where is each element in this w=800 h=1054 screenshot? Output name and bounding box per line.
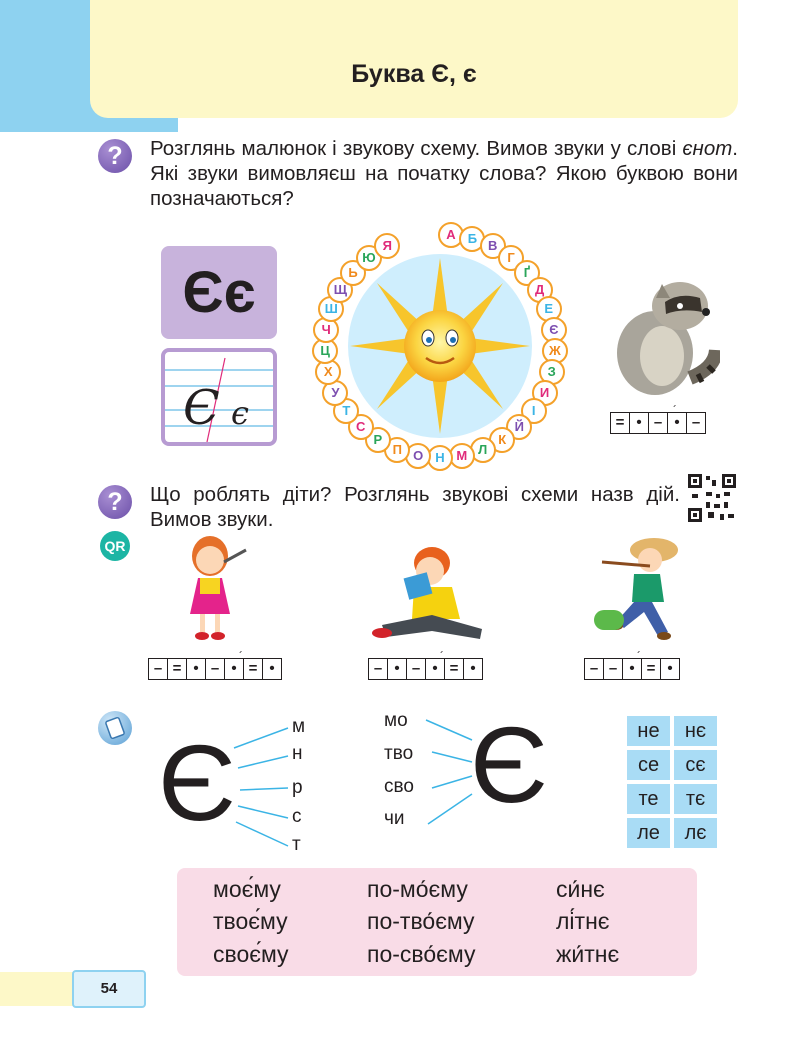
- question-icon: ?: [98, 139, 132, 173]
- sun-letter: Т: [333, 398, 359, 424]
- scheme-cell: •: [630, 413, 649, 433]
- sun-letter: С: [348, 414, 374, 440]
- scheme-cell: •: [470, 660, 476, 677]
- script-lines: [165, 352, 273, 442]
- raccoon-icon: [610, 268, 720, 398]
- accent-mark: ´: [673, 403, 677, 417]
- letter-card-print: Єє: [161, 246, 277, 339]
- sun-letter: Д: [527, 277, 553, 303]
- word-col2-2: по-тво́єму: [367, 908, 475, 934]
- sun-letter: А: [438, 222, 464, 248]
- sun-letter: О: [405, 443, 431, 469]
- sun-letter: Г: [498, 245, 524, 271]
- sun-letter: М: [449, 443, 475, 469]
- question-icon-2: ?: [98, 485, 132, 519]
- scheme-cell: =: [168, 659, 187, 679]
- scheme-cell: •: [623, 659, 642, 679]
- sun-letter: Ю: [356, 245, 382, 271]
- header-yellow-block: [90, 0, 738, 118]
- syllable-cell: ле: [627, 818, 670, 848]
- scheme-cell: –: [369, 659, 388, 679]
- scheme-cell: –: [649, 413, 668, 433]
- word-col3-3: жи́тнє: [556, 941, 620, 967]
- word-col1-2: твоє́му: [213, 908, 288, 934]
- sun-letter: Ь: [340, 260, 366, 286]
- task-text-1a: Розглянь малюнок і звукову схему. Вимов звуки у слові: [150, 137, 683, 160]
- sound-scheme-2: [368, 649, 483, 692]
- sun-letter: Ж: [542, 338, 568, 364]
- scheme-cell: =: [642, 659, 661, 679]
- task-text-2: Що роблять діти? Розглянь звукові схеми назв дій. Вимов звуки.: [150, 483, 680, 531]
- sun-letter: В: [480, 233, 506, 259]
- sound-scheme-1: [148, 649, 282, 692]
- script-letter-lower: є: [231, 394, 249, 432]
- word-col1-3: своє́му: [213, 941, 289, 967]
- page-number: 54: [72, 970, 146, 1008]
- notebook-icon: [98, 711, 132, 745]
- scheme-cell: –: [585, 659, 604, 679]
- boy-flute-image: [594, 532, 690, 644]
- sun-letter: Ц: [312, 338, 338, 364]
- task-text-1b: . Які звуки вимовляєш на початку слова? Якою буквою вони позначаються?: [150, 137, 738, 210]
- prefix-mo: мо: [384, 710, 408, 731]
- sun-letter: Л: [470, 437, 496, 463]
- sun-letter: Б: [459, 226, 485, 252]
- scheme-cell: –: [691, 414, 701, 431]
- scheme-cell: –: [407, 659, 426, 679]
- scheme-cell: •: [225, 659, 244, 679]
- sun-letter: Ч: [313, 317, 339, 343]
- scheme-row: [610, 412, 706, 434]
- qr-badge[interactable]: QR: [100, 531, 130, 561]
- sun-letter: Е: [536, 296, 562, 322]
- syllable-cell: се: [627, 750, 670, 780]
- ending-m: м: [292, 716, 306, 737]
- scheme-cell: =: [244, 659, 263, 679]
- accent-mark: ´: [440, 649, 444, 663]
- word-col3-1: си́нє: [556, 876, 605, 902]
- left-connector-lines: [232, 718, 292, 858]
- accent-mark: ´: [239, 649, 243, 663]
- scheme-cell: •: [388, 659, 407, 679]
- scheme-row: [584, 658, 680, 680]
- raccoon-image: [610, 268, 720, 398]
- prefix-svo: сво: [384, 776, 414, 797]
- sun-letter: Р: [365, 427, 391, 453]
- word-col3-2: лі́тнє: [556, 908, 610, 934]
- sun-letter: І: [521, 398, 547, 424]
- sun-letter: И: [532, 380, 558, 406]
- word-col1-1: моє́му: [213, 876, 281, 902]
- sun-letter: П: [384, 437, 410, 463]
- word-col2-3: по-сво́єму: [367, 941, 476, 967]
- scheme-cell: •: [668, 413, 687, 433]
- syllable-cell: не: [627, 716, 670, 746]
- ending-s: с: [292, 806, 302, 827]
- sun-letter: Я: [374, 233, 400, 259]
- ending-r: р: [292, 777, 303, 798]
- scheme-row: [148, 658, 282, 680]
- scheme-cell: •: [667, 660, 673, 677]
- syllable-cell: лє: [674, 818, 717, 848]
- syllable-cell: те: [627, 784, 670, 814]
- sun-letter: Н: [427, 445, 453, 471]
- sun-letter: Ґ: [514, 260, 540, 286]
- task-text-1-word: єнот: [682, 137, 733, 160]
- boy-reading-image: [372, 545, 492, 645]
- task-text-1: [150, 136, 738, 211]
- qr-code-icon[interactable]: [688, 474, 736, 522]
- page-title: Буква Є, є: [351, 60, 477, 88]
- sun-letter: З: [539, 359, 565, 385]
- syllable-cell: нє: [674, 716, 717, 746]
- scheme-cell: –: [206, 659, 225, 679]
- scheme-cell: –: [604, 659, 623, 679]
- sun-letter: У: [322, 380, 348, 406]
- scheme-cell: =: [445, 659, 464, 679]
- sun-letter: Є: [541, 317, 567, 343]
- prefix-chy: чи: [384, 808, 405, 829]
- sound-scheme-3: [584, 649, 680, 692]
- script-letter-upper: Є: [183, 380, 220, 436]
- scheme-cell: –: [149, 659, 168, 679]
- syllable-cell: сє: [674, 750, 717, 780]
- prefix-tvo: тво: [384, 743, 414, 764]
- scheme-cell: •: [269, 660, 275, 677]
- big-letter-right: Є: [470, 704, 548, 825]
- syllable-cell: тє: [674, 784, 717, 814]
- sun-letter: Ш: [318, 296, 344, 322]
- letter-card-script: [161, 348, 277, 446]
- sun-letter: Й: [506, 414, 532, 440]
- accent-mark: ´: [637, 649, 641, 663]
- girl-singing-image: [178, 532, 254, 644]
- ending-n: н: [292, 743, 303, 764]
- sun-letter: Щ: [327, 277, 353, 303]
- scheme-row: [368, 658, 483, 680]
- raccoon-sound-scheme: [610, 403, 706, 446]
- scheme-cell: •: [426, 659, 445, 679]
- ending-t: т: [292, 834, 301, 855]
- big-letter-left: Є: [158, 722, 236, 843]
- scheme-cell: =: [611, 413, 630, 433]
- sun-letter: К: [489, 427, 515, 453]
- scheme-cell: •: [187, 659, 206, 679]
- sun-letter: Х: [315, 359, 341, 385]
- word-col2-1: по-мо́єму: [367, 876, 468, 902]
